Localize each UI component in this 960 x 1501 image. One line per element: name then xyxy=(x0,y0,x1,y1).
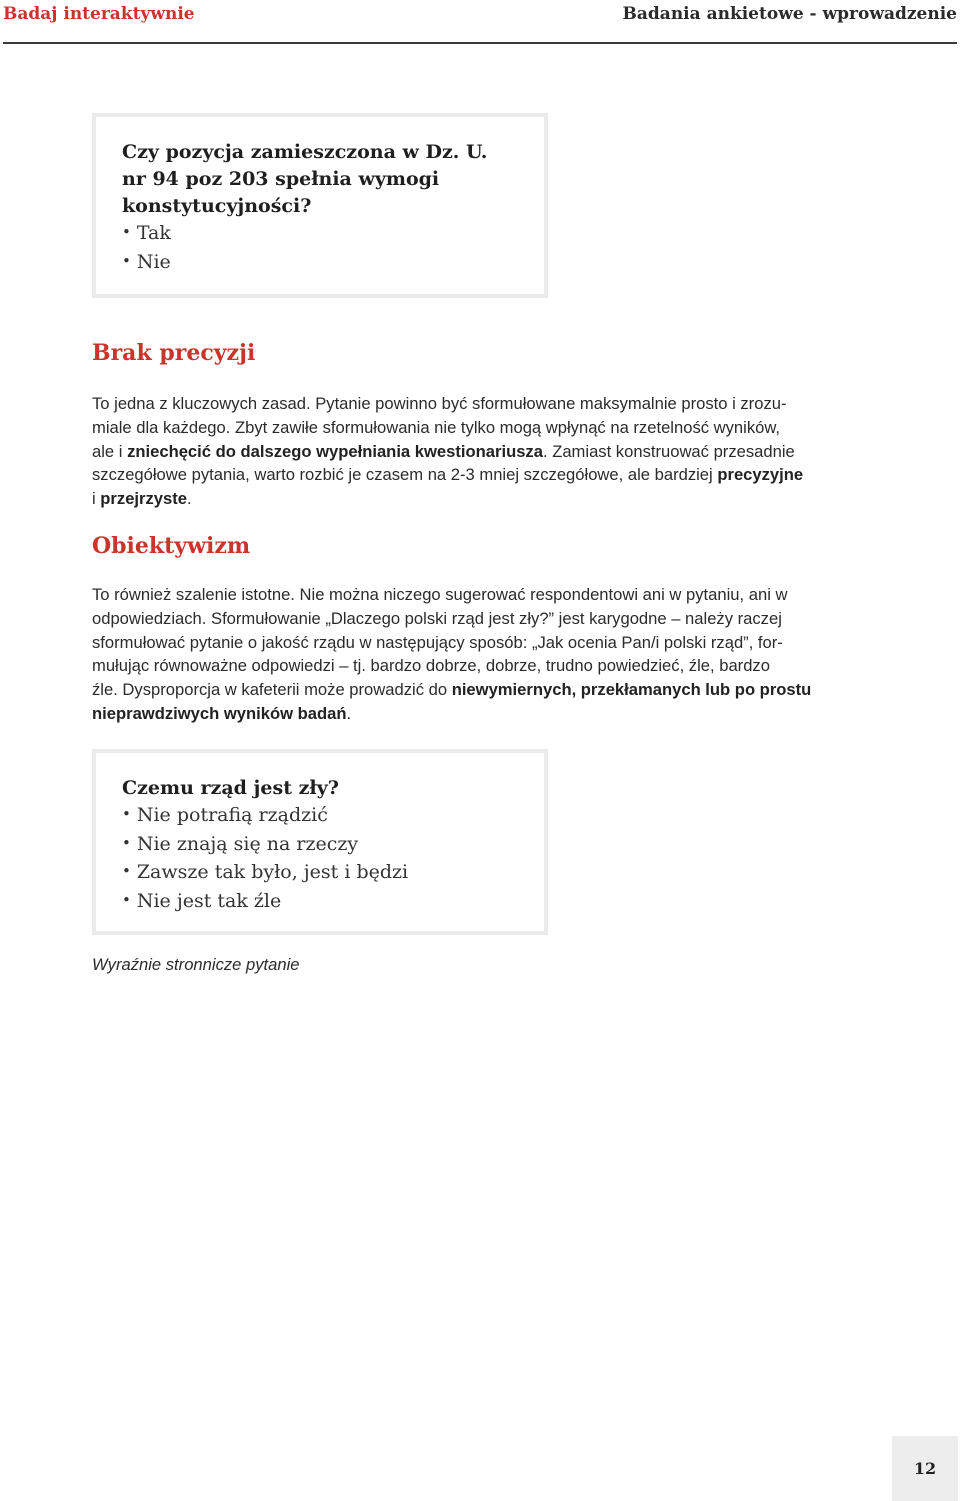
bold-phrase: precyzyjne xyxy=(717,465,804,485)
section-title-objectivity: Obiektywizm xyxy=(92,533,251,559)
bold-phrase: zniechęcić do dalszego wypełniania kwestionariusza xyxy=(127,441,543,461)
answer-option: • Nie potrafią rządzić xyxy=(122,802,518,831)
question-line: nr 94 poz 203 spełnia wymogi xyxy=(122,168,440,190)
question-line: Czy pozycja zamieszczona w Dz. U. xyxy=(122,141,488,163)
text-line: sformułować pytanie o jakość rządu w następujący sposób: „Jak ocenia Pan/i polski rząd”, for- xyxy=(92,632,783,652)
text-line: . Zamiast konstruować przesadnie xyxy=(542,441,795,461)
bold-phrase: nieprawdziwych wyników badań xyxy=(92,703,347,723)
answer-options-1 xyxy=(122,220,518,277)
example-question-1 xyxy=(122,139,518,220)
answer-option: • Nie xyxy=(122,249,518,278)
section-title-precision: Brak precyzji xyxy=(92,340,256,366)
text-line: To jedna z kluczowych zasad. Pytanie powinno być sformułowane maksymalnie prosto i zrozu- xyxy=(92,394,787,413)
answer-option: • Nie znają się na rzeczy xyxy=(122,831,518,860)
text-line: miale dla każdego. Zbyt zawiłe sformułowania nie tylko mogą wpłynąć na rzetelność wyników, xyxy=(92,417,781,437)
header-publication-title: Badaj interaktywnie xyxy=(3,4,195,24)
example-question-2: Czemu rząd jest zły? xyxy=(122,777,339,799)
text-line: szczegółowe pytania, warto rozbić je czasem na 2-3 mniej szczegółowe, ale bardziej xyxy=(92,465,718,485)
text-line: To również szalenie istotne. Nie można niczego sugerować respondentowi ani w pytaniu, ani w xyxy=(92,585,788,604)
text-line: odpowiedziach. Sformułowanie „Dlaczego polski rząd jest zły?” jest karygodne – należy raczej xyxy=(92,608,782,628)
page-number: 12 xyxy=(892,1436,958,1501)
bold-phrase: przejrzyste xyxy=(100,489,187,509)
answer-option: • Nie jest tak źle xyxy=(122,888,518,917)
example-question-box-1 xyxy=(92,113,548,298)
header-chapter-title: Badania ankietowe - wprowadzenie xyxy=(622,4,957,24)
section-paragraph-objectivity xyxy=(92,583,870,726)
answer-options-2 xyxy=(122,802,518,916)
bold-phrase: niewymiernych, przekłamanych lub po prostu xyxy=(451,680,812,700)
page-header xyxy=(3,0,957,44)
section-paragraph-precision xyxy=(92,392,870,511)
text-line: i xyxy=(92,489,101,509)
answer-option: • Zawsze tak było, jest i będzi xyxy=(122,859,518,888)
text-line: źle. Dysproporcja w kafeterii może prowadzić do xyxy=(92,680,452,700)
text-line: ale i xyxy=(92,441,128,461)
text-line: . xyxy=(187,489,192,509)
question-line: konstytucyjności? xyxy=(122,195,312,217)
example-question-box-2 xyxy=(92,749,548,935)
text-line: mułując równoważne odpowiedzi – tj. bardzo dobrze, dobrze, trudno powiedzieć, źle, bardzo xyxy=(92,656,770,676)
answer-option: • Tak xyxy=(122,220,518,249)
text-line: . xyxy=(346,703,352,723)
example-caption: Wyraźnie stronnicze pytanie xyxy=(92,955,300,974)
